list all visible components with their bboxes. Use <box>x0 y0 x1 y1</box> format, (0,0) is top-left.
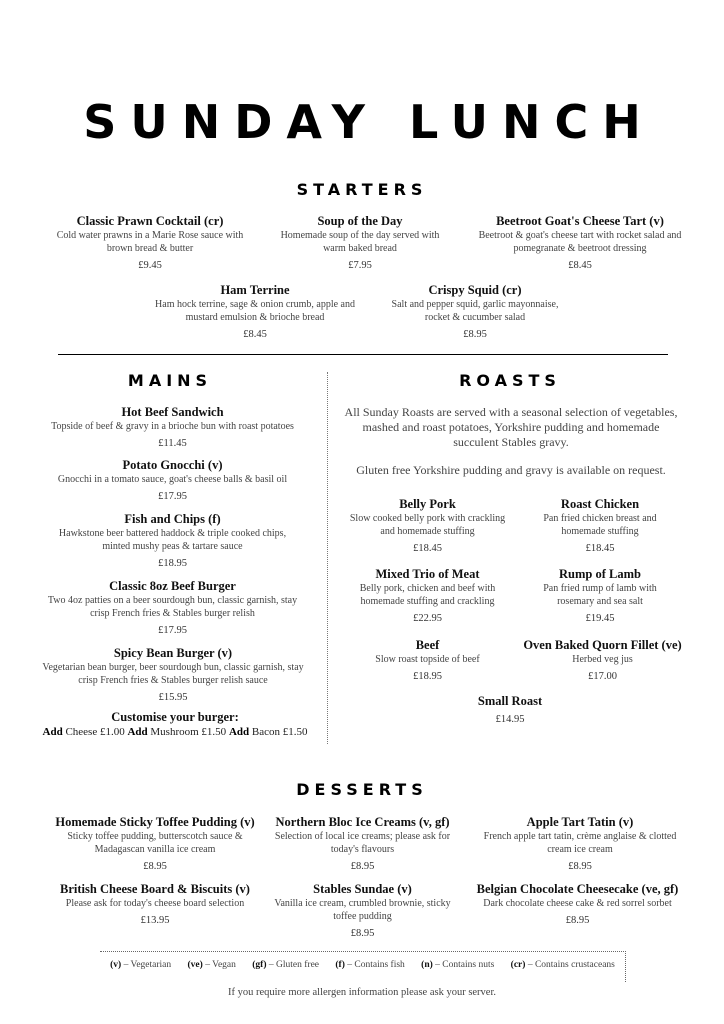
add-label: Add <box>228 726 250 738</box>
item-price: £8.95 <box>568 861 592 872</box>
starter-item <box>470 214 690 272</box>
roast-item <box>345 497 510 555</box>
item-price: £18.95 <box>413 671 442 682</box>
item-description: Hawkstone beer battered haddock & triple cooked chips, minted mushy peas & tartare sauce <box>58 528 287 552</box>
addon-bacon: Bacon £1.50 <box>251 726 308 738</box>
item-price: £18.95 <box>158 558 187 569</box>
item-name: Hot Beef Sandwich <box>121 405 224 419</box>
roast-item <box>440 694 580 726</box>
item-name: Classic 8oz Beef Burger <box>109 579 236 593</box>
main-item <box>38 646 308 704</box>
item-price: £22.95 <box>413 613 442 624</box>
desserts-heading: DESSERTS <box>296 780 428 799</box>
legend-vegetarian: (v) – Vegetarian <box>110 960 172 970</box>
addon-cheese: Cheese £1.00 <box>65 726 125 738</box>
item-price: £8.45 <box>568 260 592 271</box>
item-price: £11.45 <box>158 438 187 449</box>
item-name: Rump of Lamb <box>559 567 641 581</box>
section-divider <box>58 354 668 355</box>
item-name: Stables Sundae (v) <box>313 882 412 896</box>
starter-item <box>380 283 570 341</box>
dessert-item <box>265 815 460 873</box>
main-item <box>40 579 305 637</box>
customise-label: Customise your burger: <box>111 710 239 724</box>
item-name: Northern Bloc Ice Creams (v, gf) <box>275 815 450 829</box>
gluten-free-note: Gluten free Yorkshire pudding and gravy is available on request. <box>356 463 666 477</box>
item-description: Dark chocolate cheese cake & red sorrel sorbet <box>483 898 672 909</box>
starter-item <box>145 283 365 341</box>
item-price: £17.95 <box>158 625 187 636</box>
item-price: £8.45 <box>243 329 267 340</box>
allergen-footer: If you require more allergen information please ask your server. <box>227 987 497 998</box>
item-name: Ham Terrine <box>220 283 290 297</box>
item-price: £8.95 <box>463 329 487 340</box>
dessert-item <box>480 815 680 873</box>
roast-item <box>345 638 510 683</box>
item-description: Selection of local ice creams; please ask for today's flavours <box>274 831 451 855</box>
roast-item <box>520 567 680 625</box>
customise-burger <box>30 710 320 740</box>
mains-heading: MAINS <box>127 371 213 390</box>
item-price: £15.95 <box>158 692 188 703</box>
item-price: £8.95 <box>565 915 590 926</box>
roasts-intro: All Sunday Roasts are served with a seasonal selection of vegetables, mashed and roast potatoes, Yorkshire pudding and homemade succulent Stables gravy. <box>344 405 678 449</box>
starters-heading: STARTERS <box>296 180 428 199</box>
menu-title: SUNDAY LUNCH <box>83 95 655 149</box>
item-name: Potato Gnocchi (v) <box>122 458 223 472</box>
item-name: Beef <box>415 638 440 652</box>
item-price: £18.45 <box>585 543 615 554</box>
roasts-heading: ROASTS <box>459 371 561 390</box>
item-name: British Cheese Board & Biscuits (v) <box>60 882 250 896</box>
item-price: £13.95 <box>140 915 170 926</box>
item-description: Herbed veg jus <box>572 654 633 665</box>
item-price: £14.95 <box>495 714 525 725</box>
item-price: £9.45 <box>138 260 162 271</box>
item-price: £8.95 <box>350 928 375 939</box>
item-description: Salt and pepper squid, garlic mayonnaise, rocket & cucumber salad <box>391 299 559 323</box>
item-name: Small Roast <box>477 694 543 708</box>
item-name: Fish and Chips (f) <box>124 512 221 526</box>
main-item <box>35 458 310 503</box>
item-description: Vanilla ice cream, crumbled brownie, sticky toffee pudding <box>274 898 451 922</box>
item-description: Sticky toffee pudding, butterscotch sauce & Madagascan vanilla ice cream <box>67 831 243 855</box>
item-description: Homemade soup of the day served with warm baked bread <box>280 230 440 254</box>
item-name: Roast Chicken <box>560 497 640 511</box>
item-name: Belgian Chocolate Cheesecake (ve, gf) <box>476 882 679 896</box>
item-name: Beetroot Goat's Cheese Tart (v) <box>496 214 664 228</box>
item-name: Soup of the Day <box>317 214 403 228</box>
item-description: Beetroot & goat's cheese tart with rocket salad and pomegranate & beetroot dressing <box>478 230 682 254</box>
item-name: Crispy Squid (cr) <box>428 283 522 297</box>
item-description: Slow roast topside of beef <box>375 654 480 665</box>
item-description: Two 4oz patties on a beer sourdough bun, classic garnish, stay crisp French fries & Stables burger relish <box>47 595 298 619</box>
starter-item <box>40 214 260 272</box>
dessert-item <box>40 815 270 873</box>
item-description: Cold water prawns in a Marie Rose sauce with brown bread & butter <box>56 230 244 254</box>
legend-nuts: (n) – Contains nuts <box>421 960 495 970</box>
item-description: Pan fried rump of lamb with rosemary and sea salt <box>543 583 657 607</box>
item-name: Apple Tart Tatin (v) <box>526 815 634 829</box>
item-price: £8.95 <box>143 861 167 872</box>
roast-item <box>515 638 690 683</box>
dessert-item <box>470 882 685 927</box>
item-description: Ham hock terrine, sage & onion crumb, apple and mustard emulsion & brioche bread <box>155 299 355 323</box>
legend-fish: (f) – Contains fish <box>335 960 405 970</box>
item-name: Mixed Trio of Meat <box>375 567 480 581</box>
roast-item <box>520 497 680 555</box>
item-price: £17.95 <box>158 491 187 502</box>
item-description: Please ask for today's cheese board selection <box>65 898 245 909</box>
item-description: French apple tart tatin, crème anglaise & clotted cream ice cream <box>483 831 677 855</box>
dietary-legend <box>100 960 625 970</box>
item-price: £8.95 <box>350 861 375 872</box>
item-description: Slow cooked belly pork with crackling and homemade stuffing <box>349 513 506 537</box>
main-item <box>55 512 290 570</box>
customise-options <box>30 725 320 740</box>
item-description: Pan fried chicken breast and homemade stuffing <box>543 513 657 537</box>
legend-gluten-free: (gf) – Gluten free <box>252 960 320 970</box>
item-price: £19.45 <box>585 613 615 624</box>
item-description: Vegetarian bean burger, beer sourdough bun, classic garnish, stay crisp French fries & Stables burger relish sauce <box>42 662 304 686</box>
item-name: Oven Baked Quorn Fillet (ve) <box>523 638 682 652</box>
dessert-item <box>270 882 455 940</box>
item-price: £7.95 <box>348 260 372 271</box>
item-description: Topside of beef & gravy in a brioche bun with roast potatoes <box>51 421 294 432</box>
roast-item <box>345 567 510 625</box>
item-price: £18.45 <box>413 543 442 554</box>
legend-vegan: (ve) – Vegan <box>187 960 236 970</box>
item-name: Belly Pork <box>399 497 456 511</box>
starter-item <box>260 214 460 272</box>
add-label: Add <box>42 726 63 738</box>
legend-crustaceans: (cr) – Contains crustaceans <box>510 960 615 970</box>
add-label: Add <box>127 726 148 738</box>
item-name: Spicy Bean Burger (v) <box>113 646 233 660</box>
dessert-item <box>45 882 265 927</box>
item-name: Homemade Sticky Toffee Pudding (v) <box>55 815 255 829</box>
main-item <box>35 405 310 450</box>
item-name: Classic Prawn Cocktail (cr) <box>76 214 224 228</box>
item-description: Gnocchi in a tomato sauce, goat's cheese balls & basil oil <box>57 474 288 485</box>
item-price: £17.00 <box>588 671 617 682</box>
item-description: Belly pork, chicken and beef with homemade stuffing and crackling <box>359 583 496 607</box>
column-divider <box>327 372 328 744</box>
addon-mushroom: Mushroom £1.50 <box>150 726 227 738</box>
